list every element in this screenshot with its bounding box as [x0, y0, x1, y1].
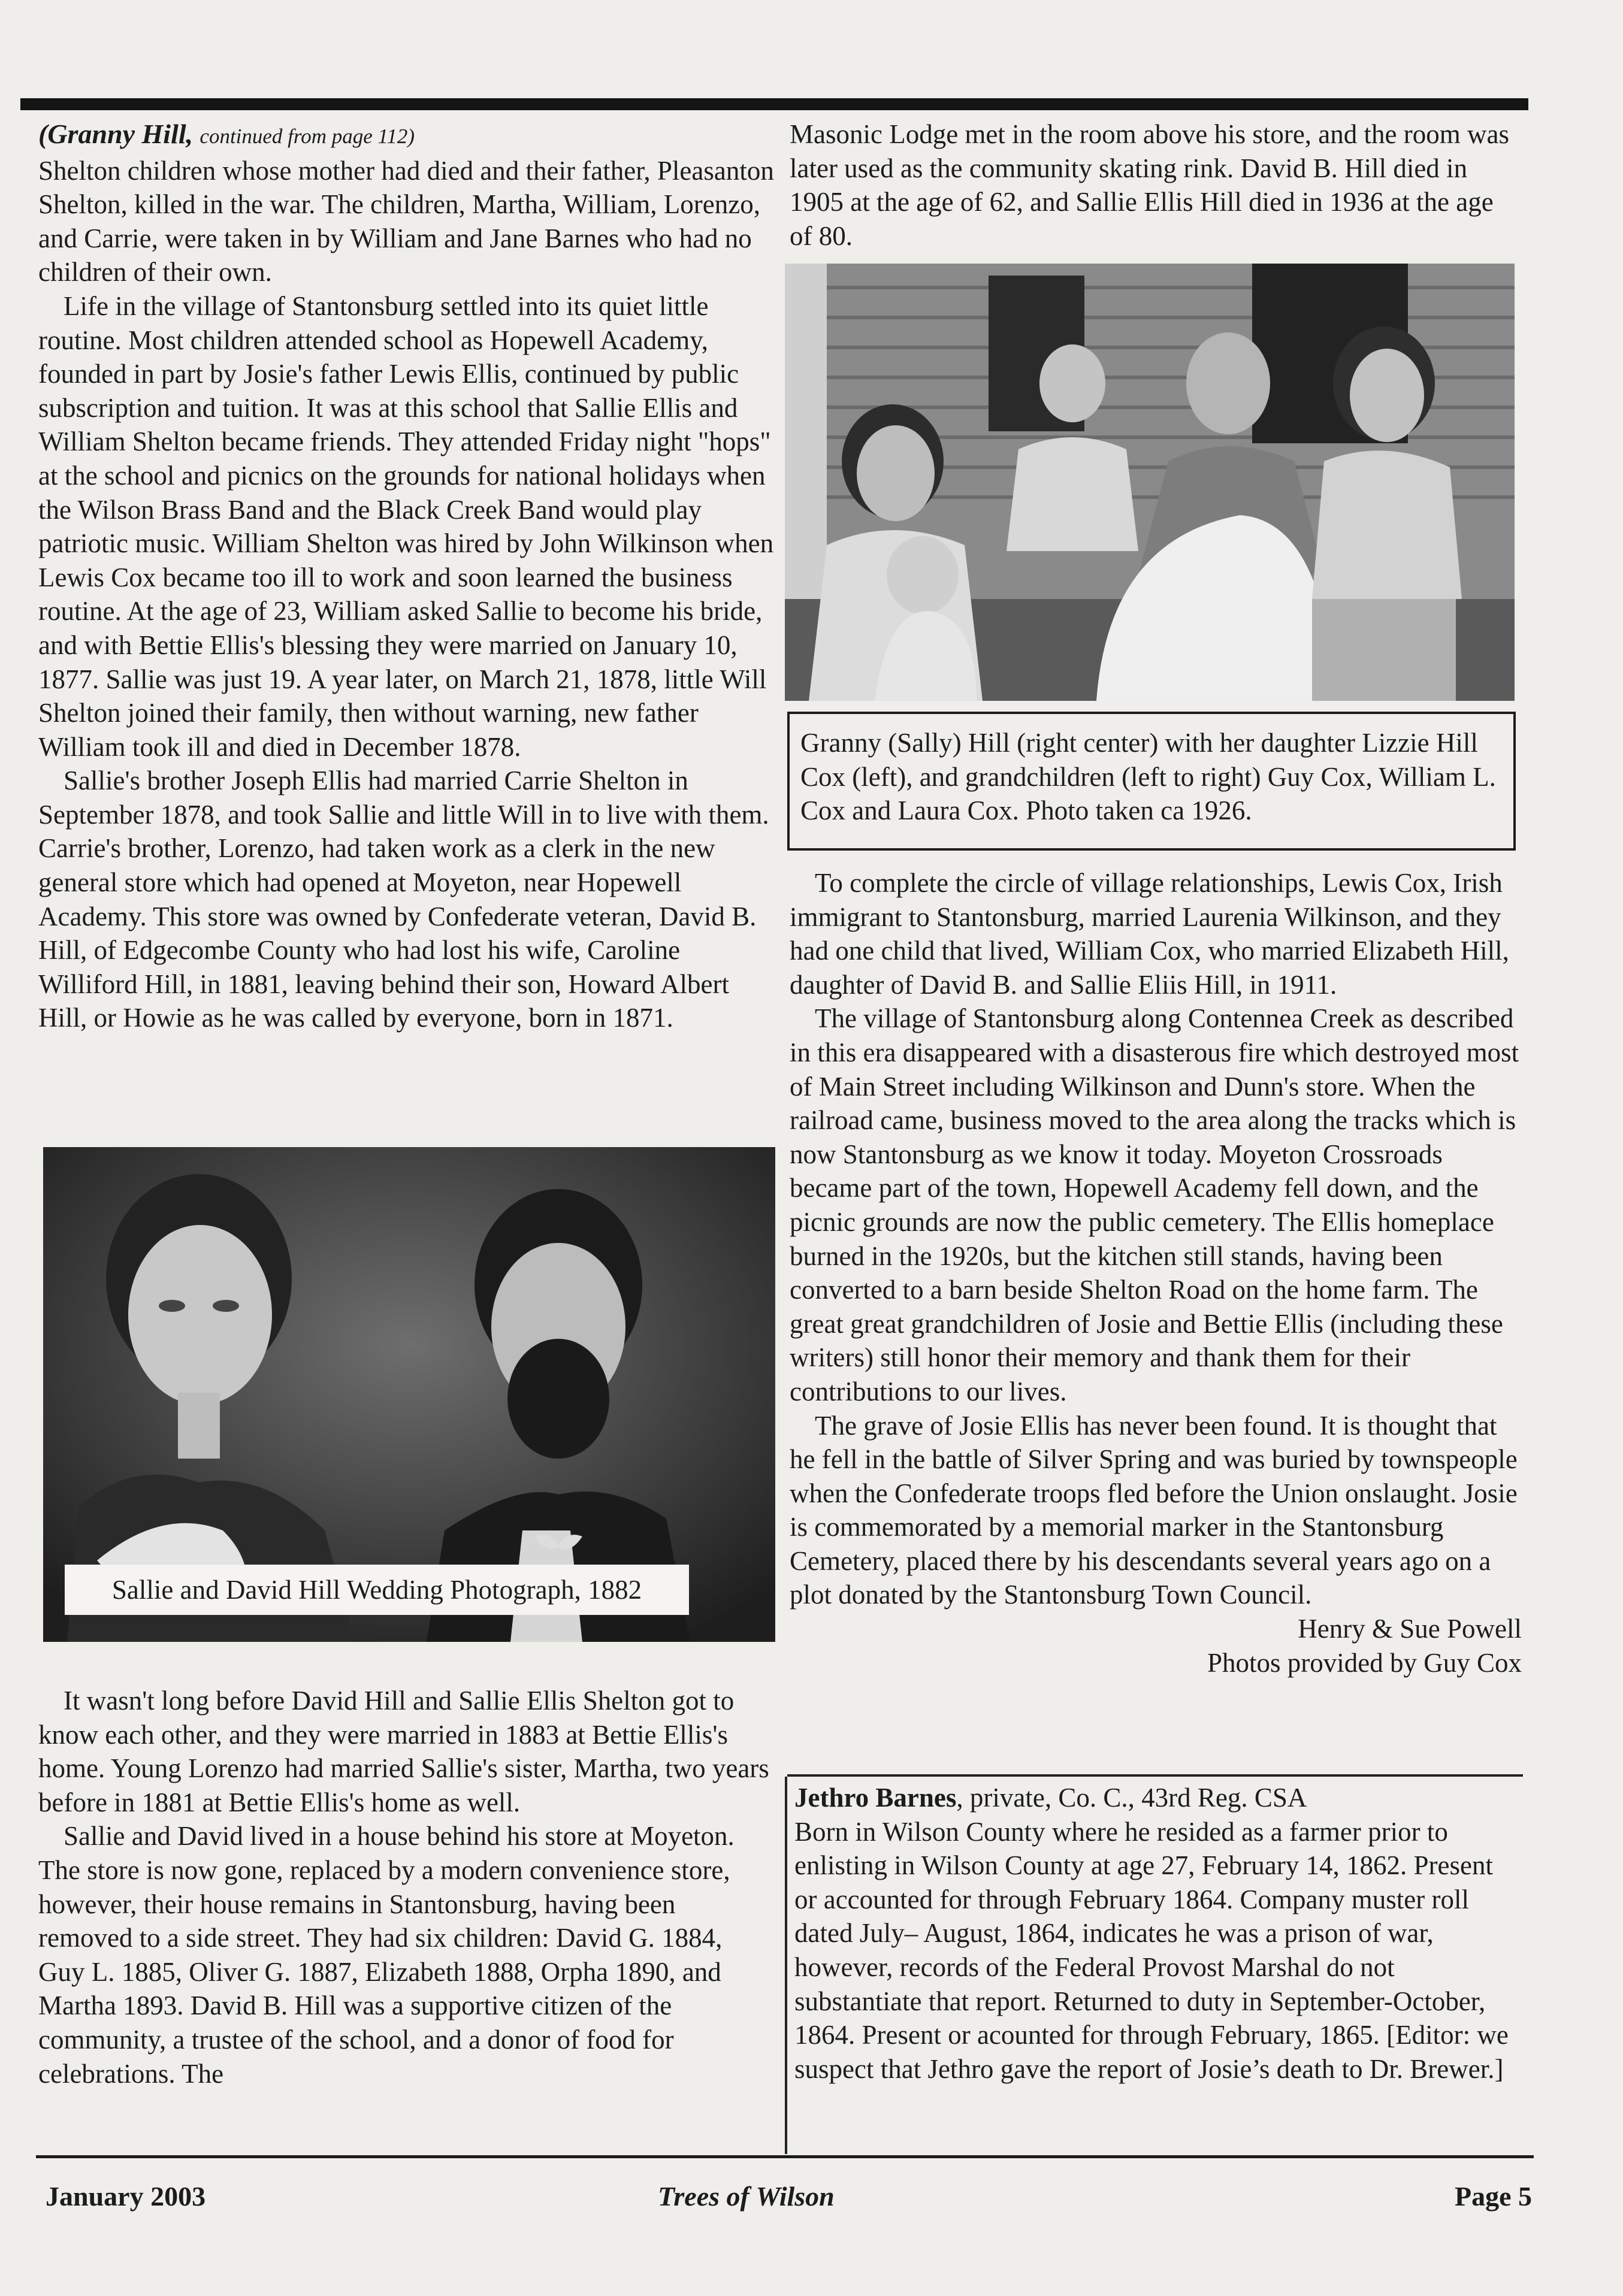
footer-date: January 2003: [46, 2181, 206, 2212]
bio-rank: , private, Co. C., 43rd Reg. CSA: [956, 1783, 1307, 1813]
article-paragraph: Sallie and David lived in a house behind his store at Moyeton. The store is now gone, replaced by a modern convenience store, however, their house remains in Stantonsburg, having been removed to a side street. They had six children: David G. 1884, Guy L. 1885, Oliver G. 1887, Elizabeth 1888, Orpha 1890, and Martha 1893. David B. Hill was a supportive citizen of the community, a trustee of the school, and a donor of food for celebrations. The: [38, 1821, 735, 2089]
family-photo: [785, 264, 1515, 701]
bio-name: Jethro Barnes: [794, 1783, 957, 1813]
article-paragraph: Life in the village of Stantonsburg settled into its quiet little routine. Most children attended school as Hopewell Academy, founded in part by Josie's father Lewis Ellis, continued by public subscription and tuition. It was at this school that Sallie Ellis and William Shelton became friends. They attended Friday night "hops" at the school and picnics on the grounds for national holidays when the Wilson Brass Band and the Black Creek Band would play patriotic music. William Shelton was hired by John Wilkinson when Lewis Cox became too ill to work and soon learned the business routine. At the age of 23, William asked Sallie to become his bride, and with Bettie Ellis's blessing they were married on January 10, 1877. Sallie was just 19. A year later, on March 21, 1878, little Will Shelton joined their family, then without warning, new father William took ill and died in December 1878.: [38, 291, 774, 762]
credit-rule: [787, 1774, 1523, 1777]
article-paragraph: It wasn't long before David Hill and Sallie Ellis Shelton got to know each other, and they were married in 1883 at Bettie Ellis's home. Young Lorenzo had married Sallie's sister, Martha, two years before in 1881 at Bettie Ellis's home as well.: [38, 1686, 769, 1817]
bio-text: Born in Wilson County where he resided as a farmer prior to enlisting in Wilson County at age 27, February 14, 1862. Present or accounted for through February 1864. Company muster roll dated July– August, 1864, indicates he was a prison of war, however, records of the Federal Provost Marshal do not substantiate that report. Returned to duty in September-October, 1864. Present or acounted for through February, 1865. [Editor: we suspect that Jethro gave the report of Josie’s death to Dr. Brewer.]: [794, 1816, 1509, 2084]
continuation-note: continued from page 112): [200, 125, 415, 148]
article-paragraph: To complete the circle of village relationships, Lewis Cox, Irish immigrant to Stantonsburg, married Laurenia Wilkinson, and they had one child that lived, William Cox, who married Elizabeth Hill, daughter of David B. and Sallie Eliis Hill, in 1911.: [790, 868, 1509, 1000]
right-column-body: [790, 866, 1522, 1680]
authors: Henry & Sue Powell: [1298, 1614, 1522, 1644]
family-photo-caption: Granny (Sally) Hill (right center) with her daughter Lizzie Hill Cox (left), and grandchildren (left to right) Guy Cox, William L. Cox and Laura Cox. Photo taken ca 1926.: [787, 712, 1516, 851]
article-paragraph: Sallie's brother Joseph Ellis had married Carrie Shelton in September 1878, and took Sallie and little Will in to live with them. Carrie's brother, Lorenzo, had taken work as a clerk in the new general store which had opened at Moyeton, near Hopewell Academy. This store was owned by Confederate veteran, David B. Hill, of Edgecombe County who had lost his wife, Caroline Williford Hill, in 1881, leaving behind their son, Howard Albert Hill, or Howie as he was called by everyone, born in 1871.: [38, 766, 769, 1033]
left-column-lower: [38, 1684, 775, 2091]
right-column-top: [790, 117, 1522, 253]
soldier-bio: [794, 1781, 1522, 2086]
article-paragraph: Shelton children whose mother had died and their father, Pleasanton Shelton, killed in the war. The children, Martha, William, Lorenzo, and Carrie, were taken in by William and Jane Barnes who had no children of their own.: [38, 155, 774, 288]
footer-page-number: Page 5: [1454, 2181, 1532, 2212]
article-paragraph: Masonic Lodge met in the room above his store, and the room was later used as the community skating rink. David B. Hill died in 1905 at the age of 62, and Sallie Ellis Hill died in 1936 at the age of 80.: [790, 119, 1509, 251]
left-column: [38, 117, 775, 1035]
footer-publication: Trees of Wilson: [658, 2181, 835, 2212]
article-paragraph: The grave of Josie Ellis has never been found. It is thought that he fell in the battle of Silver Spring and was buried by townspeople when the Confederate troops fled before the Union onslaught. Josie is commemorated by a memorial marker in the Stantonsburg Cemetery, placed there by his descendants several years ago on a plot donated by the Stantonsburg Town Council.: [790, 1410, 1518, 1610]
wedding-photo-caption: Sallie and David Hill Wedding Photograph, 1882: [65, 1565, 689, 1615]
photo-credit: Photos provided by Guy Cox: [1207, 1647, 1522, 1678]
article-paragraph: The village of Stantonsburg along Contennea Creek as described in this era disappeared with a disasterous fire which destroyed most of Main Street including Wilkinson and Dunn's store. When the railroad came, business moved to the area along the tracks which is now Stantonsburg as we know it today. Moyeton Crossroads became part of the town, Hopewell Academy fell down, and the picnic grounds are now the public cemetery. The Ellis homeplace burned in the 1920s, but the kitchen still stands, having been converted to a barn beside Shelton Road on the home farm. The great great grandchildren of Josie and Bettie Ellis (including these writers) still honor their memory and thank them for their contributions to our lives.: [790, 1003, 1519, 1406]
top-rule: [20, 98, 1528, 110]
bottom-rule: [36, 2155, 1534, 2158]
continuation-header: [38, 117, 775, 154]
continuation-title: (Granny Hill,: [38, 119, 194, 149]
sidebar-rule: [785, 1777, 787, 2154]
